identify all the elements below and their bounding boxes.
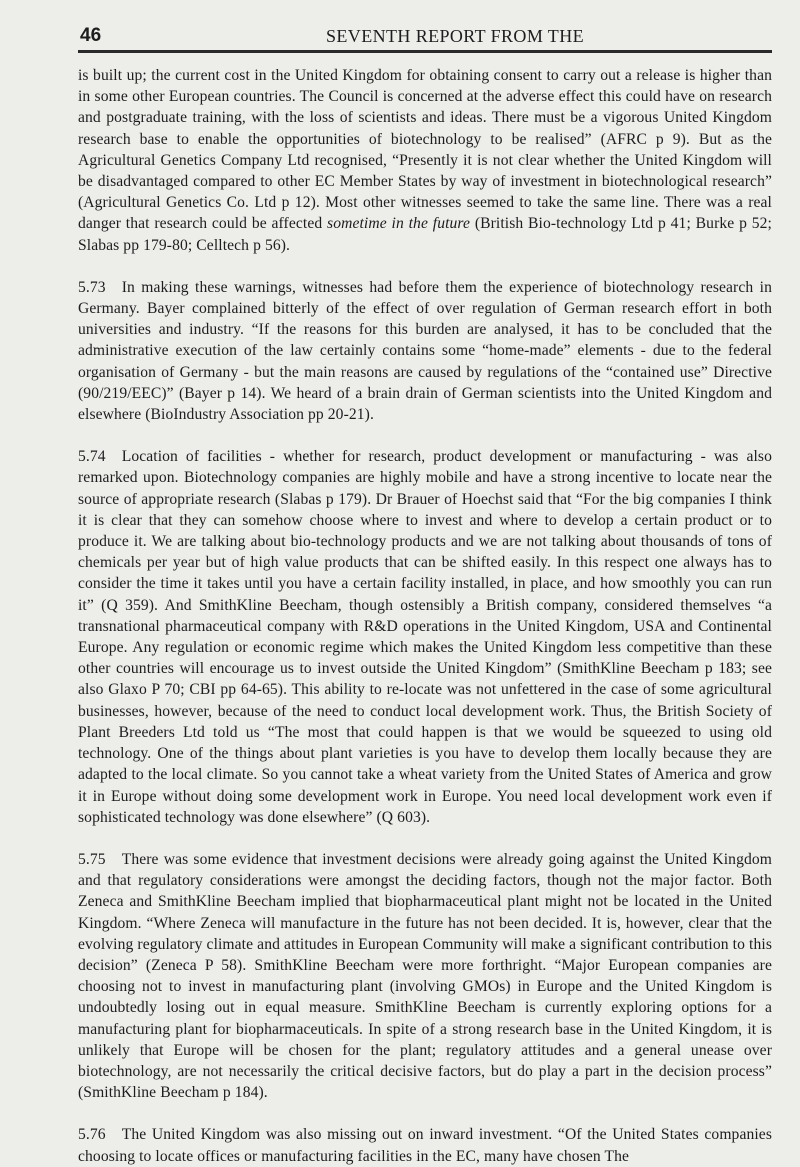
paragraph-text: is built up; the current cost in the United Kingdom for obtaining consent to carry out a release is higher than in some other European countries. The Council is concerned at the adverse effect this could have on research and postgraduate training, with the loss of scientists and ideas. There must be a vigorous United Kingdom research base to enable the opportunities of biotechnology to be realised” (AFRC p 9). But as the Agricultural Genetics Company Ltd recognised, “Presently it is not clear whether the United Kingdom will be disadvantaged compared to other EC Member States by way of investment in biotechnological research” (Agricultural Genetics Co. Ltd p 12). Most other witnesses seemed to take the same line. There was a real danger that research could be affected xyxy=(78,67,772,233)
page-header xyxy=(78,20,772,53)
paragraph-5-76 xyxy=(78,1124,772,1166)
paragraph-text: Location of facilities - whether for research, product development or manufacturing - was also remarked upon. Biotechnology companies are highly mobile and have a strong incentive to locate near the source of appropriate research (Slabas p 179). Dr Brauer of Hoechst said that “For the big companies I think it is clear that they can somehow choose where to invest and where to develop a certain product or to produce it. We are talking about bio-technology products and we are not talking about thousands of tons of chemicals per year but of high value products that can be shifted easily. In this respect one always has to consider the time it takes until you have a certain facility installed, in place, and how smoothly you can run it” (Q 359). And SmithKline Beecham, though ostensibly a British company, considered themselves “a transnational pharmaceutical company with R&D operations in the United Kingdom, USA and Continental Europe. Any regulation or economic regime which makes the United Kingdom less competitive than these other countries will encourage us to invest outside the United Kingdom” (SmithKline Beecham p 183; see also Glaxo P 70; CBI pp 64-65). This ability to re-locate was not unfettered in the case of some agricultural businesses, however, because of the need to conduct local development work. Thus, the British Society of Plant Breeders Ltd told us “The most that could happen is that we would be squeezed to using old technology. One of the things about plant varieties is you have to develop them locally because they are adapted to the local climate. So you cannot take a wheat variety from the United States of America and grow it in Europe without doing some development work in Europe. You need local development work even if sophisticated technology was done elsewhere” (Q 603). xyxy=(78,448,772,826)
paragraph-5-74 xyxy=(78,446,772,828)
paragraph-number: 5.73 xyxy=(78,278,106,296)
paragraph-text: In making these warnings, witnesses had before them the experience of biotechnology research in Germany. Bayer complained bitterly of the effect of over regulation of German research effort in both universities and industry. “If the reasons for this burden are analysed, it has to be concluded that the administrative execution of the law certainly contains some “home-made” elements - due to the federal organisation of Germany - but the main reasons are caused by regulations of the “contained use” Directive (90/219/EEC)” (Bayer p 14). We heard of a brain drain of German scientists into the United Kingdom and elsewhere (BioIndustry Association pp 20-21). xyxy=(78,278,772,424)
paragraph-continued xyxy=(78,65,772,256)
paragraph-text-after: (British Bio-technology Ltd p 41; Burke p 52; Slabas pp 179-80; Celltech p 56). xyxy=(78,215,772,254)
running-title: SEVENTH REPORT FROM THE xyxy=(326,26,584,46)
paragraph-text: The United Kingdom was also missing out on inward investment. “Of the United States companies choosing to locate offices or manufacturing facilities in the EC, many have chosen The xyxy=(78,1126,772,1165)
page-number: 46 xyxy=(80,25,102,46)
paragraph-number: 5.75 xyxy=(78,850,106,868)
paragraph-emphasis: sometime in the future xyxy=(327,215,471,233)
paragraph-number: 5.76 xyxy=(78,1126,106,1144)
body-text xyxy=(78,65,772,1167)
paragraph-number: 5.74 xyxy=(78,448,106,466)
paragraph-5-73 xyxy=(78,277,772,425)
paragraph-text: There was some evidence that investment decisions were already going against the United Kingdom and that regulatory considerations were amongst the deciding factors, though not the major factor. Both Zeneca and SmithKline Beecham implied that biopharmaceutical plant might not be located in the United Kingdom. “Where Zeneca will manufacture in the future has not been decided. It is, however, clear that the evolving regulatory climate and attitudes in European Community will make a significant contribution to this decision” (Zeneca P 58). SmithKline Beecham were more forthright. “Major European companies are choosing not to invest in manufacturing plant (involving GMOs) in Europe and the United Kingdom is undoubtedly losing out in equal measure. SmithKline Beecham is currently exploring options for a manufacturing plant for biopharmaceuticals. In spite of a strong research base in the United Kingdom, it is unlikely that Europe will be chosen for the plant; regulatory attitudes and a general unease over biotechnology, are not necessarily the critical decisive factors, but do play a part in the decision process” (SmithKline Beecham p 184). xyxy=(78,850,772,1102)
paragraph-5-75 xyxy=(78,849,772,1103)
